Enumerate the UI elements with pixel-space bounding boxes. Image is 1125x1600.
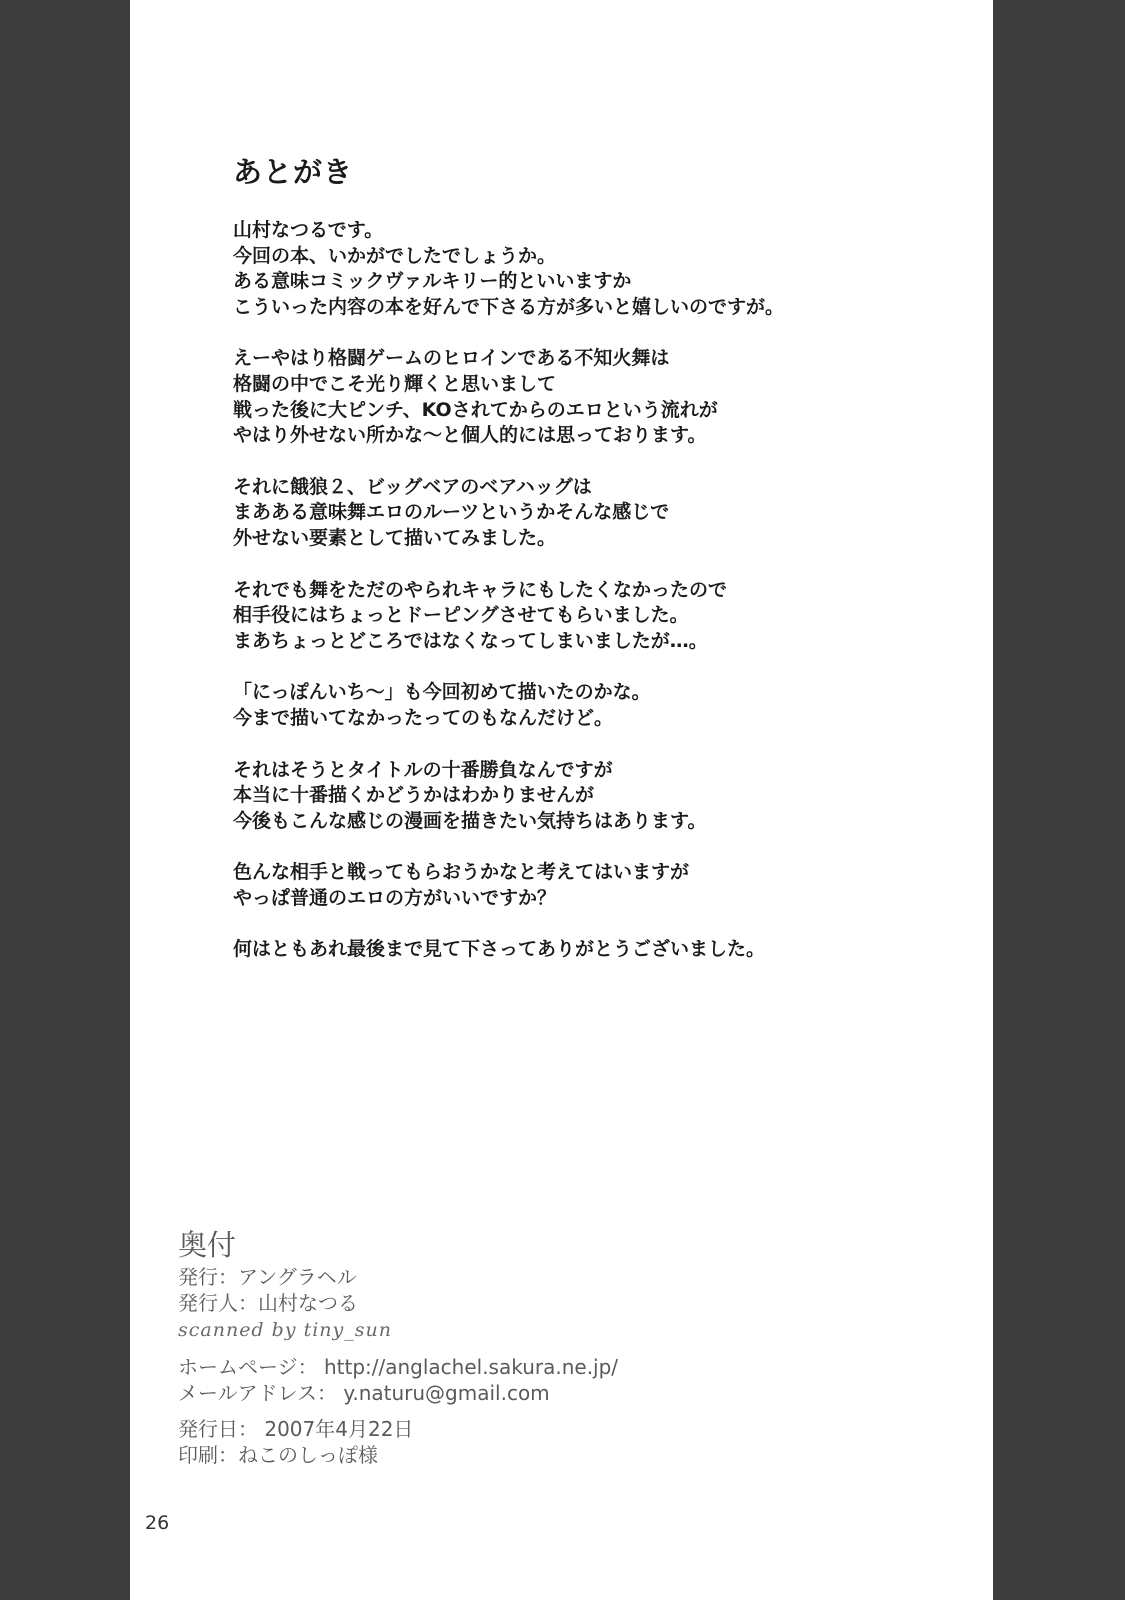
homepage-line: ホームページ： http://anglachel.sakura.ne.jp/ xyxy=(178,1355,619,1379)
colophon xyxy=(178,1228,618,1468)
afterword-paragraph-3 xyxy=(233,475,973,552)
afterword-title: あとがき xyxy=(233,155,354,189)
afterword-paragraph-6 xyxy=(233,758,973,835)
text-line: 今後もこんな感じの漫画を描きたい気持ちはあります。 xyxy=(233,809,707,832)
issuer-line: 発行人：山村なつる xyxy=(178,1291,358,1315)
email-line: メールアドレス： y.naturu@gmail.com xyxy=(178,1381,550,1405)
afterword-paragraph-1 xyxy=(233,218,973,320)
afterword-body xyxy=(233,218,973,989)
publisher-line: 発行：アングラヘル xyxy=(178,1265,357,1289)
text-line: やっぱ普通のエロの方がいいですか？ xyxy=(233,886,557,909)
text-line: それに餓狼２、ビッグベアのベアハッグは xyxy=(233,475,592,498)
text-line: 本当に十番描くかどうかはわかりませんが xyxy=(233,784,595,807)
text-line: それでも舞をただのやられキャラにもしたくなかったので xyxy=(233,578,728,601)
afterword-paragraph-7 xyxy=(233,860,973,911)
afterword-paragraph-4 xyxy=(233,578,973,655)
page-number: 26 xyxy=(145,1512,170,1534)
text-line: 今まで描いてなかったってのもなんだけど。 xyxy=(233,706,614,729)
text-line: ある意味コミックヴァルキリー的といいますか xyxy=(233,270,632,293)
text-line: こういった内容の本を好んで下さる方が多いと嬉しいのですが。 xyxy=(233,295,785,318)
text-line: 格闘の中でこそ光り輝くと思いまして xyxy=(233,372,557,395)
afterword-paragraph-8 xyxy=(233,937,973,963)
text-line: 「にっぽんいち～」も今回初めて描いたのかな。 xyxy=(233,681,651,704)
colophon-title: 奥付 xyxy=(178,1228,237,1262)
left-dark-margin xyxy=(0,0,130,1600)
issue-date-line: 発行日： 2007年4月22日 xyxy=(178,1417,414,1441)
scan-credit: scanned by tiny_sun xyxy=(178,1319,392,1341)
afterword-paragraph-2 xyxy=(233,346,973,448)
text-line: 外せない要素として描いてみました。 xyxy=(233,526,557,549)
right-dark-margin xyxy=(993,0,1125,1600)
text-line: まあちょっとどころではなくなってしまいましたが…。 xyxy=(233,629,708,652)
afterword-paragraph-5 xyxy=(233,680,973,731)
printer-line: 印刷：ねこのしっぽ様 xyxy=(178,1443,378,1467)
text-line: まあある意味舞エロのルーツというかそんな感じで xyxy=(233,501,670,524)
text-line: 相手役にはちょっとドーピングさせてもらいました。 xyxy=(233,604,689,627)
text-line: 戦った後に大ピンチ、KOされてからのエロという流れが xyxy=(233,398,718,421)
text-line: それはそうとタイトルの十番勝負なんですが xyxy=(233,758,613,781)
text-line: 山村なつるです。 xyxy=(233,219,384,241)
text-line: 色んな相手と戦ってもらおうかなと考えてはいますが xyxy=(233,861,690,884)
text-line: えーやはり格闘ゲームのヒロインである不知火舞は xyxy=(233,347,670,370)
text-line: 今回の本、いかがでしたでしょうか。 xyxy=(233,244,557,267)
text-line: 何はともあれ最後まで見て下さってありがとうございました。 xyxy=(233,938,766,961)
text-line: やはり外せない所かな～と個人的には思っております。 xyxy=(233,424,707,447)
